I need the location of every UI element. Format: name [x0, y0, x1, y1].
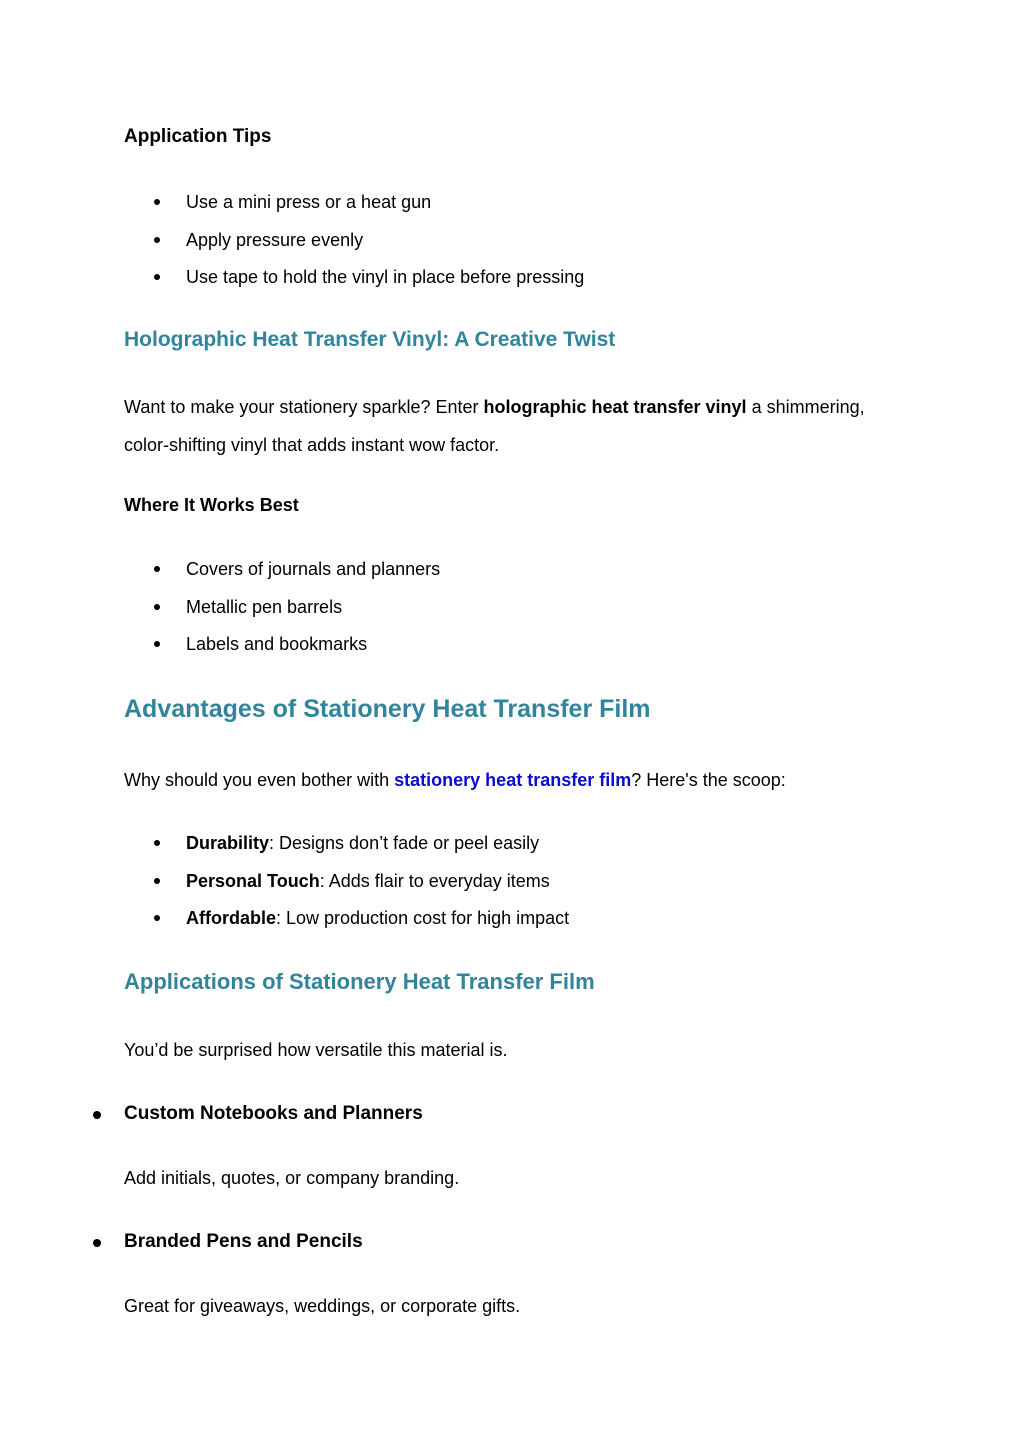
application-desc-pens: Great for giveaways, weddings, or corporate gifts. [124, 1296, 521, 1316]
application-tips-heading: Application Tips [124, 126, 272, 147]
list-item: Affordable: Low production cost for high impact [124, 906, 569, 944]
list-item: Apply pressure evenly [124, 228, 584, 266]
where-it-works-heading: Where It Works Best [124, 495, 299, 515]
applications-intro: You’d be surprised how versatile this material is. [124, 1040, 508, 1060]
bullet-icon [154, 641, 160, 647]
bullet-icon [154, 915, 160, 921]
bullet-icon [154, 274, 160, 280]
bullet-icon [154, 199, 160, 205]
bullet-icon [154, 840, 160, 846]
holographic-keyword: holographic heat transfer vinyl [483, 397, 747, 417]
application-desc-notebooks: Add initials, quotes, or company branding. [124, 1168, 460, 1188]
bullet-icon [154, 878, 160, 884]
application-item-notebooks: Custom Notebooks and Planners [124, 1103, 423, 1125]
application-item-pens: Branded Pens and Pencils [124, 1231, 363, 1253]
application-tips-list [124, 190, 584, 303]
list-item: Metallic pen barrels [124, 595, 440, 633]
advantages-list [124, 831, 569, 944]
bullet-icon [93, 1239, 101, 1247]
list-item: Personal Touch: Adds flair to everyday items [124, 869, 569, 907]
where-it-works-list [124, 557, 440, 670]
list-item: Labels and bookmarks [124, 632, 440, 670]
list-item: Use a mini press or a heat gun [124, 190, 584, 228]
list-item: Use tape to hold the vinyl in place before pressing [124, 265, 584, 303]
list-item: Covers of journals and planners [124, 557, 440, 595]
bullet-icon [154, 566, 160, 572]
list-item: Durability: Designs don’t fade or peel easily [124, 831, 569, 869]
bullet-icon [154, 604, 160, 610]
bullet-icon [93, 1111, 101, 1119]
holographic-paragraph: Want to make your stationery sparkle? Enter holographic heat transfer vinyl a shimmering, color-shifting vinyl that adds instant wow factor. [124, 397, 865, 455]
applications-heading: Applications of Stationery Heat Transfer Film [124, 969, 595, 994]
bullet-icon [154, 237, 160, 243]
stationery-film-link[interactable]: stationery heat transfer film [394, 770, 632, 790]
holographic-heading: Holographic Heat Transfer Vinyl: A Creative Twist [124, 328, 616, 351]
advantages-intro: Why should you even bother with stationery heat transfer film? Here's the scoop: [124, 770, 786, 790]
advantages-heading: Advantages of Stationery Heat Transfer Film [124, 695, 651, 723]
